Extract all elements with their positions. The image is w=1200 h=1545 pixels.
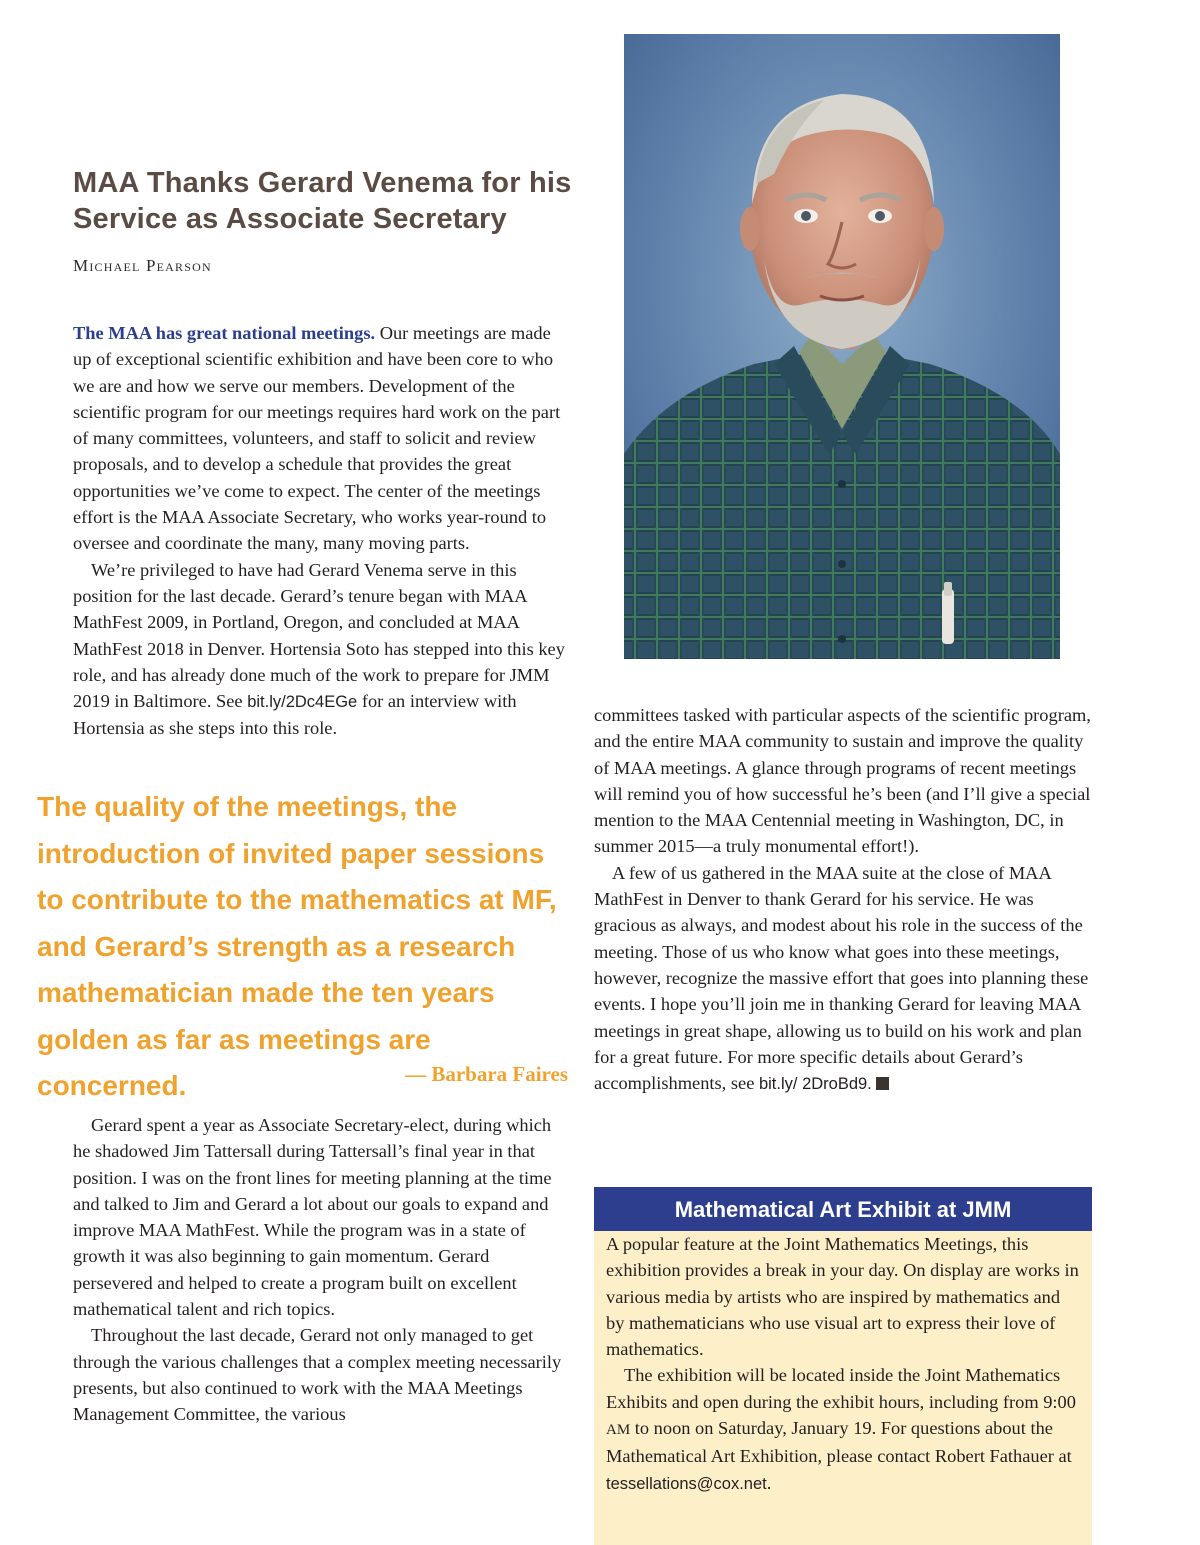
sidebar-paragraph-1: A popular feature at the Joint Mathematics Meetings, this exhibition provides a break in your day. On display are works in various media by artists who are inspired by mathematics and by mathematicians who use visual art to express their love of mathematics. bbox=[606, 1234, 1079, 1360]
paragraph-2-text: We’re privileged to have had Gerard Venema serve in this position for the last decade. Gerard’s tenure began with MAA MathFest 2009, in Portland, Oregon, and concluded at MAA MathFest 2018 in Denver. Hortensia Soto has stepped into this key role, and has already done much of the work to prepare for JMM 2019 in Baltimore. See bbox=[73, 559, 565, 712]
article-title-line-1: MAA Thanks Gerard Venema for his bbox=[73, 167, 572, 199]
paragraph-5 bbox=[594, 860, 1094, 1098]
paragraph-5-text: A few of us gathered in the MAA suite at the close of MAA MathFest in Denver to thank Gerard for his service. He was gracious as always, and modest about his role in the success of the meeting. Those of us who know what goes into these meetings, however, recognize the massive effort that goes into planning these events. I hope you’ll join me in thanking Gerard for leaving MAA meetings in great shape, allowing us to build on his work and plan for a great future. For more specific details about Gerard’s accomplishments, see bbox=[594, 862, 1089, 1094]
sidebar-paragraph-2-mid: to noon on Saturday, January 19. For questions about the Mathematical Art Exhibition, please contact Robert Fathauer at bbox=[606, 1418, 1072, 1467]
paragraph-4-right: committees tasked with particular aspects of the scientific program, and the entire MAA community to sustain and improve the quality of MAA meetings. A glance through programs of recent meetings will remind you of how successful he’s been (and I’ll give a special mention to the MAA Centennial meeting in Washington, DC, in summer 2015—a truly monumental effort!). bbox=[594, 705, 1091, 857]
paragraph-3: Gerard spent a year as Associate Secretary-elect, during which he shadowed Jim Tattersall during Tattersall’s final year in that position. I was on the front lines for meeting planning at the time and talked to Jim and Gerard a lot about our goals to expand and improve MAA MathFest. While the program was in a state of growth it was also beginning to gain momentum. Gerard persevered and helped to create a program built on excellent mathematical talent and rich topics. bbox=[73, 1115, 552, 1320]
sidebar-title: Mathematical Art Exhibit at JMM bbox=[594, 1187, 1092, 1231]
end-mark-icon bbox=[876, 1077, 889, 1090]
interview-link[interactable]: bit.ly/2Dc4EGe bbox=[247, 693, 358, 712]
article-body-left-bottom bbox=[73, 1112, 573, 1428]
portrait-illustration bbox=[624, 34, 1060, 659]
article-title-line-2: Service as Associate Secretary bbox=[73, 203, 507, 235]
paragraph-2-end: for an interview with Hortensia as she steps into this role. bbox=[73, 691, 517, 739]
sidebar-paragraph-2-text: The exhibition will be located inside the Joint Mathematics Exhibits and open during the exhibit hours, including from 9:00 bbox=[606, 1365, 1076, 1412]
sidebar-body bbox=[594, 1231, 1092, 1497]
pull-quote: The quality of the meetings, the introduction of invited paper sessions to contribute to the mathematics at MF, and Gerard’s strength as a research mathematician made the ten years golden as far as meetings are concerned. bbox=[37, 791, 557, 1101]
pull-quote-attribution: — Barbara Faires bbox=[405, 1062, 568, 1086]
paragraph-2 bbox=[73, 557, 573, 742]
art-exhibit-sidebar bbox=[594, 1187, 1092, 1545]
sidebar-paragraph-2 bbox=[606, 1362, 1080, 1496]
author-byline: Michael Pearson bbox=[73, 256, 212, 275]
article-body-left-top bbox=[73, 320, 573, 742]
article-body-right bbox=[594, 702, 1094, 1097]
lead-sentence: The MAA has great national meetings. bbox=[73, 323, 376, 343]
contact-email-link[interactable]: tessellations@cox.net bbox=[606, 1474, 767, 1493]
sidebar-paragraph-2-end: . bbox=[766, 1472, 772, 1493]
article-title bbox=[73, 165, 593, 237]
portrait-photo bbox=[624, 34, 1060, 659]
accomplishments-link[interactable]: bit.ly/ 2DroBd9. bbox=[758, 1075, 872, 1094]
paragraph-1 bbox=[73, 320, 573, 557]
time-am: AM bbox=[606, 1422, 631, 1439]
paragraph-4-left: Throughout the last decade, Gerard not only managed to get through the various challenges that a complex meeting necessarily presents, but also continued to work with the MAA Meetings Management Committee, the various bbox=[73, 1325, 562, 1425]
paragraph-1-text: Our meetings are made up of exceptional scientific exhibition and have been core to who we are and how we serve our members. Development of the scientific program for our meetings requires hard work on the part of many committees, volunteers, and staff to solicit and review proposals, and to develop a schedule that provides the great opportunities we’ve come to expect. The center of the meetings effort is the MAA Associate Secretary, who works year-round to oversee and coordinate the many, many moving parts. bbox=[73, 323, 561, 554]
